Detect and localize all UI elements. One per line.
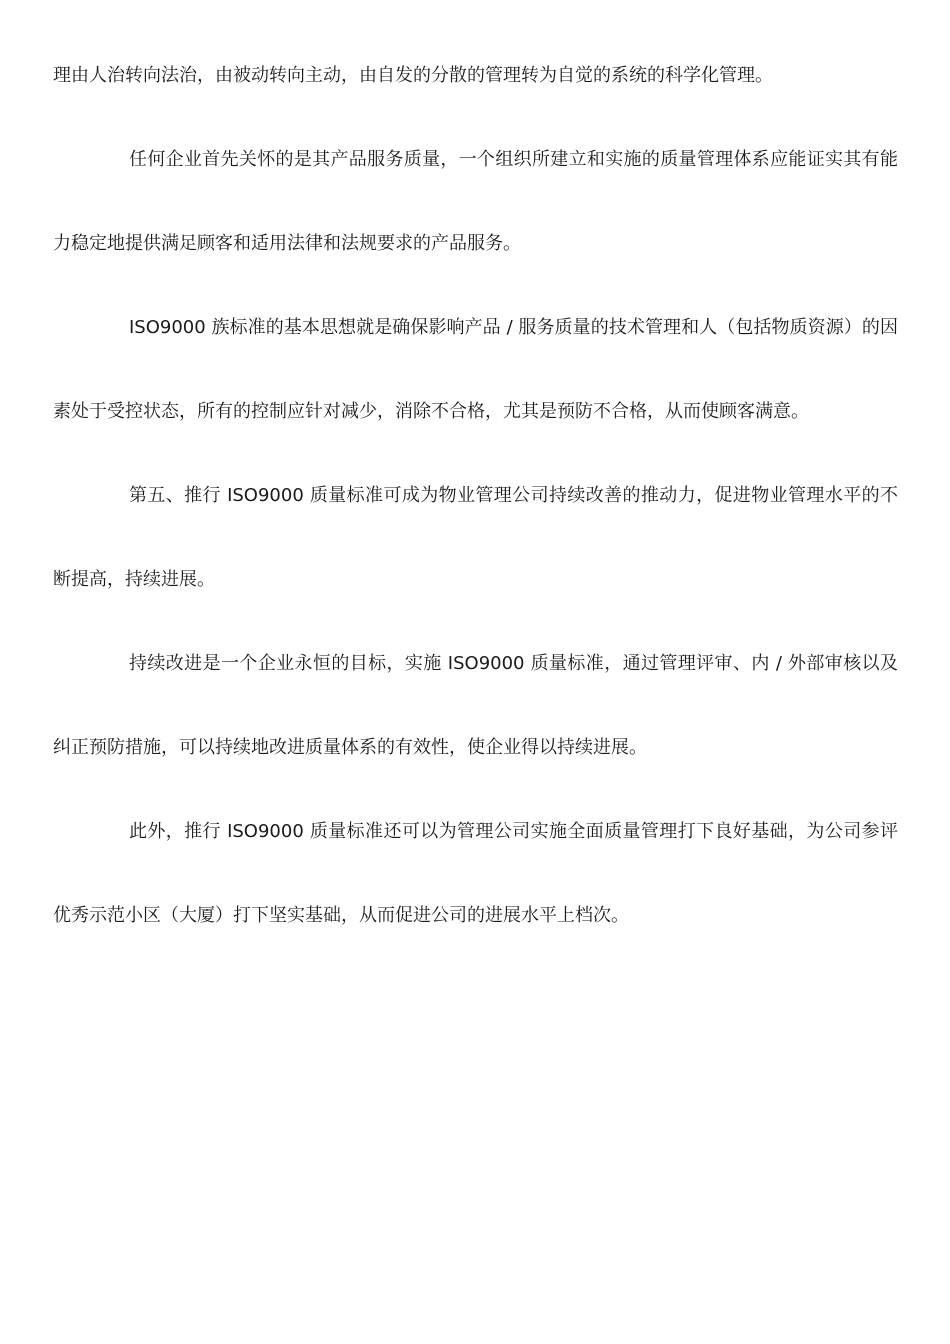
- document-body: [53, 34, 898, 958]
- paragraph-point-five: 第五、推行 ISO9000 质量标准可成为物业管理公司持续改善的推动力，促进物业管理水平的不断提高，持续进展。: [53, 485, 898, 590]
- paragraph-product-quality: 任何企业首先关怀的是其产品服务质量，一个组织所建立和实施的质量管理体系应能证实其有能力稳定地提供满足顾客和适用法律和法规要求的产品服务。: [53, 149, 898, 254]
- paragraph-continuous-improvement: 持续改进是一个企业永恒的目标，实施 ISO9000 质量标准，通过管理评审、内 / 外部审核以及纠正预防措施，可以持续地改进质量体系的有效性，使企业得以持续进展。: [53, 653, 898, 758]
- paragraph-iso-basic-idea: ISO9000 族标准的基本思想就是确保影响产品 / 服务质量的技术管理和人（包括物质资源）的因素处于受控状态，所有的控制应针对减少，消除不合格，尤其是预防不合格，从而使顾客满意。: [53, 317, 898, 422]
- paragraph-continued: 理由人治转向法治，由被动转向主动，由自发的分散的管理转为自觉的系统的科学化管理。: [53, 65, 773, 86]
- paragraph-additionally: 此外，推行 ISO9000 质量标准还可以为管理公司实施全面质量管理打下良好基础，为公司参评优秀示范小区（大厦）打下坚实基础，从而促进公司的进展水平上档次。: [53, 821, 898, 926]
